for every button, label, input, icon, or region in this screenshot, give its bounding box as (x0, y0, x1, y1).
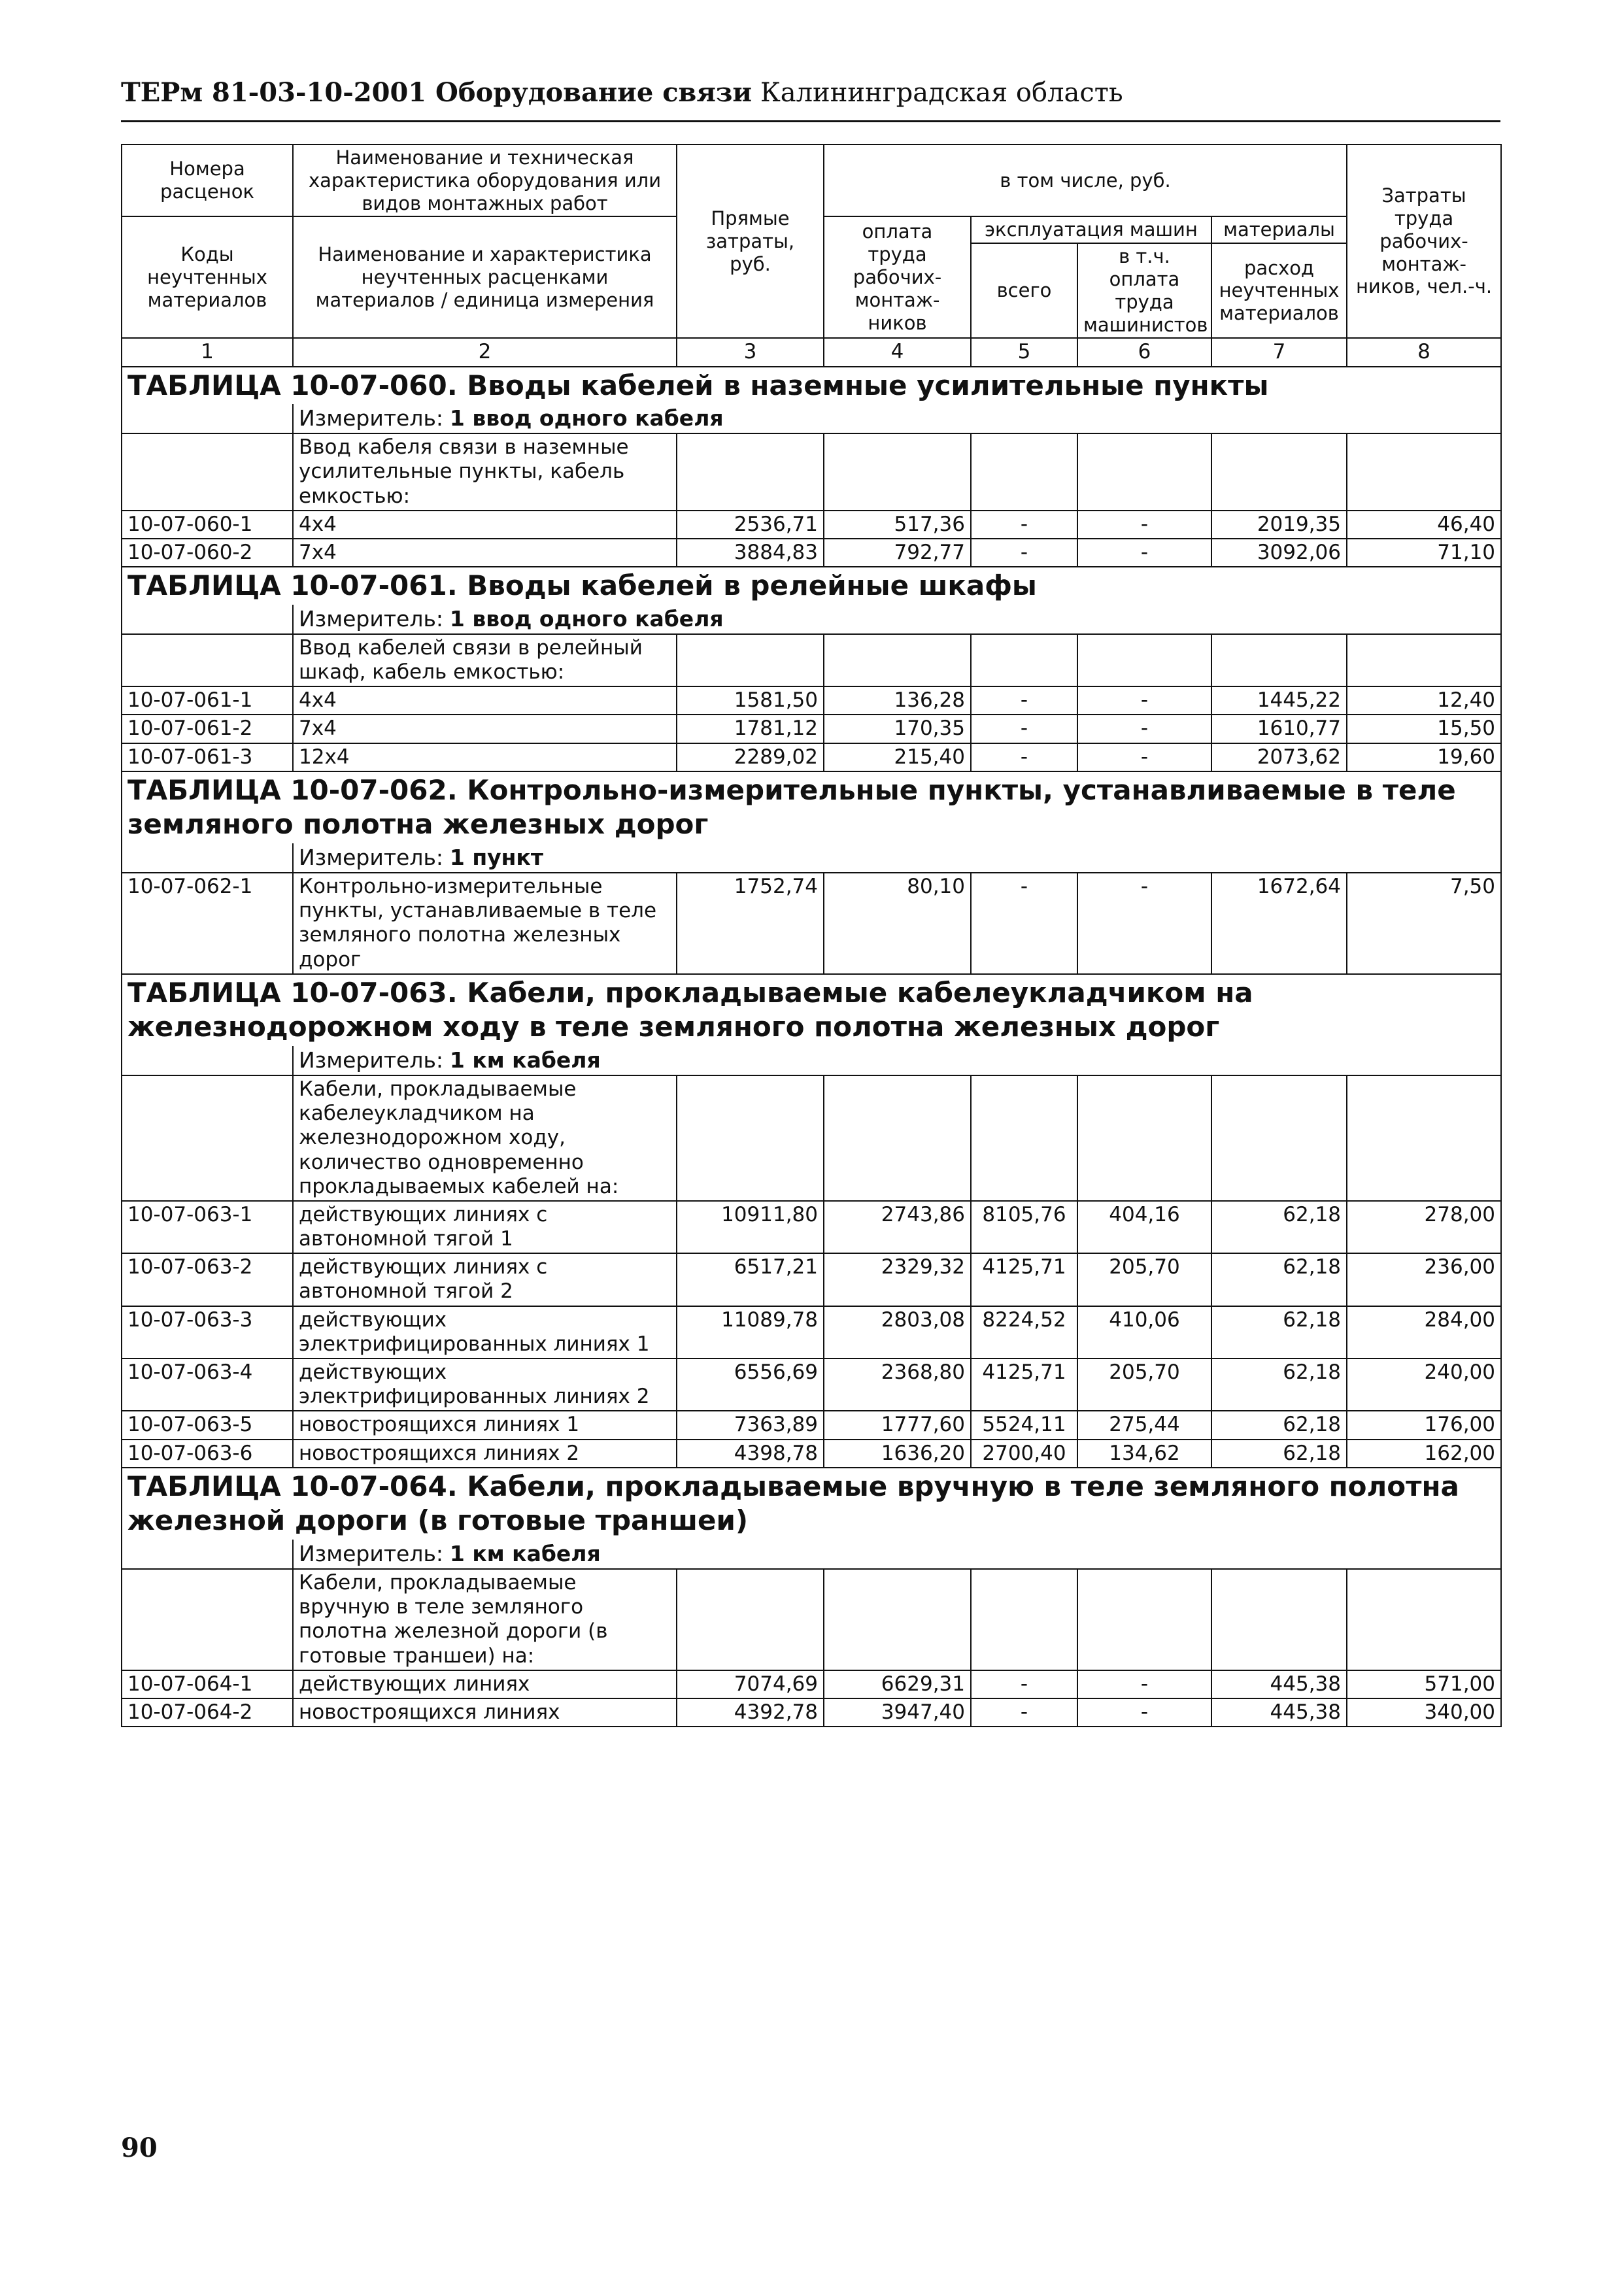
rate-code: 10-07-061-1 (122, 686, 293, 715)
work-description: 4x4 (293, 511, 677, 539)
header-machines-total: всего (971, 243, 1077, 338)
rates-table (121, 144, 1502, 1727)
unit-label: Измеритель: (299, 1047, 444, 1073)
work-description: новостроящихся линиях 1 (293, 1411, 677, 1439)
operator-pay: - (1077, 686, 1211, 715)
labor-hours: 176,00 (1347, 1411, 1501, 1439)
labor-hours: 12,40 (1347, 686, 1501, 715)
operator-pay: - (1077, 873, 1211, 974)
materials-cost: 1672,64 (1211, 873, 1347, 974)
table-row (122, 743, 1501, 771)
direct-costs: 6556,69 (677, 1358, 824, 1411)
machines-total: 8105,76 (971, 1201, 1077, 1253)
worker-pay: 80,10 (824, 873, 971, 974)
machines-total: 8224,52 (971, 1306, 1077, 1358)
header-materials: материалы (1211, 216, 1347, 243)
rate-code: 10-07-063-5 (122, 1411, 293, 1439)
direct-costs: 7363,89 (677, 1411, 824, 1439)
table-row (122, 539, 1501, 567)
header-worker-pay: оплата труда рабочих-монтаж-ников (824, 216, 971, 338)
work-description: 7x4 (293, 539, 677, 567)
group-description: Ввод кабеля связи в наземные усилительные пункты, кабель емкостью: (293, 433, 677, 511)
table-row (122, 511, 1501, 539)
rate-code: 10-07-061-2 (122, 715, 293, 743)
worker-pay: 1636,20 (824, 1440, 971, 1468)
labor-hours: 15,50 (1347, 715, 1501, 743)
header-rate-numbers: Номера расценок (122, 144, 293, 216)
section-table (122, 567, 1501, 771)
page-number: 90 (121, 2133, 158, 2163)
labor-hours: 240,00 (1347, 1358, 1501, 1411)
direct-costs: 4392,78 (677, 1698, 824, 1727)
header-material-names: Наименование и характеристика неучтенных расценками материалов / единица измерения (293, 216, 677, 338)
header-labor-hours: Затраты труда рабочих-монтаж-ников, чел.-ч. (1347, 144, 1501, 338)
rate-code: 10-07-063-1 (122, 1201, 293, 1253)
measurement-unit (293, 404, 1501, 433)
materials-cost: 62,18 (1211, 1253, 1347, 1306)
worker-pay: 2803,08 (824, 1306, 971, 1358)
unit-value: 1 ввод одного кабеля (449, 605, 724, 632)
worker-pay: 6629,31 (824, 1670, 971, 1698)
work-description: действующих электрифицированных линиях 2 (293, 1358, 677, 1411)
materials-cost: 62,18 (1211, 1358, 1347, 1411)
measurement-unit (293, 605, 1501, 634)
table-row (122, 715, 1501, 743)
rate-code: 10-07-060-2 (122, 539, 293, 567)
direct-costs: 2289,02 (677, 743, 824, 771)
unit-value: 1 км кабеля (449, 1540, 601, 1566)
operator-pay: 410,06 (1077, 1306, 1211, 1358)
operator-pay: 275,44 (1077, 1411, 1211, 1439)
region-name: Калининградская область (760, 78, 1123, 108)
worker-pay: 792,77 (824, 539, 971, 567)
group-description: Кабели, прокладываемые кабелеукладчиком на железнодорожном ходу, количество одновременно прокладываемых кабелей на: (293, 1075, 677, 1201)
operator-pay: - (1077, 511, 1211, 539)
worker-pay: 517,36 (824, 511, 971, 539)
machines-total: - (971, 1698, 1077, 1727)
section-table (122, 974, 1501, 1468)
table-row (122, 686, 1501, 715)
materials-cost: 62,18 (1211, 1306, 1347, 1358)
work-description: действующих линиях с автономной тягой 2 (293, 1253, 677, 1306)
table-title: ТАБЛИЦА 10-07-060. Вводы кабелей в наземные усилительные пункты (122, 367, 1501, 405)
direct-costs: 4398,78 (677, 1440, 824, 1468)
unit-label: Измеритель: (299, 605, 444, 632)
table-row (122, 1440, 1501, 1468)
labor-hours: 162,00 (1347, 1440, 1501, 1468)
worker-pay: 2329,32 (824, 1253, 971, 1306)
column-number: 2 (293, 338, 677, 366)
labor-hours: 236,00 (1347, 1253, 1501, 1306)
labor-hours: 278,00 (1347, 1201, 1501, 1253)
group-description: Ввод кабелей связи в релейный шкаф, кабель емкостью: (293, 634, 677, 686)
page-header (121, 77, 1500, 122)
direct-costs: 7074,69 (677, 1670, 824, 1698)
direct-costs: 3884,83 (677, 539, 824, 567)
work-description: 7x4 (293, 715, 677, 743)
materials-cost: 1445,22 (1211, 686, 1347, 715)
machines-total: 4125,71 (971, 1358, 1077, 1411)
machines-total: - (971, 511, 1077, 539)
labor-hours: 340,00 (1347, 1698, 1501, 1727)
worker-pay: 170,35 (824, 715, 971, 743)
table-title: ТАБЛИЦА 10-07-061. Вводы кабелей в релейные шкафы (122, 567, 1501, 605)
header-machine-operation: эксплуатация машин (971, 216, 1211, 243)
materials-cost: 445,38 (1211, 1670, 1347, 1698)
materials-cost: 445,38 (1211, 1698, 1347, 1727)
materials-cost: 62,18 (1211, 1440, 1347, 1468)
operator-pay: 134,62 (1077, 1440, 1211, 1468)
header-unaccounted-materials: расход неучтенных материалов (1211, 243, 1347, 338)
direct-costs: 1752,74 (677, 873, 824, 974)
worker-pay: 136,28 (824, 686, 971, 715)
unit-value: 1 ввод одного кабеля (449, 405, 724, 431)
machines-total: - (971, 539, 1077, 567)
machines-total: 2700,40 (971, 1440, 1077, 1468)
table-row (122, 873, 1501, 974)
unit-label: Измеритель: (299, 1540, 444, 1566)
header-material-codes: Коды неучтенных материалов (122, 216, 293, 338)
machines-total: - (971, 743, 1077, 771)
measurement-unit (293, 843, 1501, 873)
machines-total: - (971, 715, 1077, 743)
table-row (122, 1253, 1501, 1306)
work-description: 12x4 (293, 743, 677, 771)
operator-pay: - (1077, 539, 1211, 567)
unit-label: Измеритель: (299, 844, 444, 870)
worker-pay: 1777,60 (824, 1411, 971, 1439)
labor-hours: 284,00 (1347, 1306, 1501, 1358)
measurement-unit (293, 1540, 1501, 1569)
worker-pay: 3947,40 (824, 1698, 971, 1727)
group-description: Кабели, прокладываемые вручную в теле земляного полотна железной дороги (в готовые траншеи) на: (293, 1569, 677, 1670)
worker-pay: 2368,80 (824, 1358, 971, 1411)
document-code: ТЕРм 81-03-10-2001 Оборудование связи (121, 77, 753, 108)
materials-cost: 62,18 (1211, 1201, 1347, 1253)
rate-code: 10-07-063-3 (122, 1306, 293, 1358)
measurement-unit (293, 1046, 1501, 1075)
work-description: 4x4 (293, 686, 677, 715)
direct-costs: 11089,78 (677, 1306, 824, 1358)
column-number: 4 (824, 338, 971, 366)
machines-total: - (971, 1670, 1077, 1698)
direct-costs: 10911,80 (677, 1201, 824, 1253)
materials-cost: 62,18 (1211, 1411, 1347, 1439)
table-row (122, 1358, 1501, 1411)
labor-hours: 7,50 (1347, 873, 1501, 974)
worker-pay: 215,40 (824, 743, 971, 771)
header-direct-costs: Прямые затраты, руб. (677, 144, 824, 338)
rate-code: 10-07-060-1 (122, 511, 293, 539)
column-number: 6 (1077, 338, 1211, 366)
unit-value: 1 км кабеля (449, 1047, 601, 1073)
table-row (122, 1201, 1501, 1253)
table-row (122, 1306, 1501, 1358)
operator-pay: - (1077, 1698, 1211, 1727)
machines-total: - (971, 686, 1077, 715)
rate-code: 10-07-063-2 (122, 1253, 293, 1306)
column-number: 3 (677, 338, 824, 366)
rate-code: 10-07-061-3 (122, 743, 293, 771)
rate-code: 10-07-063-6 (122, 1440, 293, 1468)
section-table (122, 1468, 1501, 1727)
labor-hours: 571,00 (1347, 1670, 1501, 1698)
operator-pay: - (1077, 1670, 1211, 1698)
unit-label: Измеритель: (299, 405, 444, 431)
section-table (122, 367, 1501, 567)
rate-code: 10-07-063-4 (122, 1358, 293, 1411)
column-number: 8 (1347, 338, 1501, 366)
table-title: ТАБЛИЦА 10-07-064. Кабели, прокладываемые вручную в теле земляного полотна железной дороги (в готовые траншеи) (122, 1468, 1501, 1540)
operator-pay: - (1077, 743, 1211, 771)
table-row (122, 1411, 1501, 1439)
table-row (122, 1670, 1501, 1698)
materials-cost: 2073,62 (1211, 743, 1347, 771)
materials-cost: 3092,06 (1211, 539, 1347, 567)
machines-total: 5524,11 (971, 1411, 1077, 1439)
labor-hours: 19,60 (1347, 743, 1501, 771)
header-operator-pay: в т.ч. оплата труда машинистов (1077, 243, 1211, 338)
materials-cost: 1610,77 (1211, 715, 1347, 743)
work-description: действующих электрифицированных линиях 1 (293, 1306, 677, 1358)
work-description: новостроящихся линиях (293, 1698, 677, 1727)
machines-total: - (971, 873, 1077, 974)
column-number: 7 (1211, 338, 1347, 366)
table-title: ТАБЛИЦА 10-07-062. Контрольно-измерительные пункты, устанавливаемые в теле земляного полотна железных дорог (122, 771, 1501, 843)
direct-costs: 2536,71 (677, 511, 824, 539)
operator-pay: 404,16 (1077, 1201, 1211, 1253)
header-work-name: Наименование и техническая характеристика оборудования или видов монтажных работ (293, 144, 677, 216)
materials-cost: 2019,35 (1211, 511, 1347, 539)
table-row (122, 1698, 1501, 1727)
worker-pay: 2743,86 (824, 1201, 971, 1253)
header-including: в том числе, руб. (824, 144, 1347, 216)
operator-pay: - (1077, 715, 1211, 743)
unit-value: 1 пункт (449, 844, 543, 870)
column-number: 5 (971, 338, 1077, 366)
machines-total: 4125,71 (971, 1253, 1077, 1306)
rate-code: 10-07-062-1 (122, 873, 293, 974)
operator-pay: 205,70 (1077, 1253, 1211, 1306)
operator-pay: 205,70 (1077, 1358, 1211, 1411)
direct-costs: 1781,12 (677, 715, 824, 743)
work-description: Контрольно-измерительные пункты, устанавливаемые в теле земляного полотна железных дорог (293, 873, 677, 974)
work-description: действующих линиях (293, 1670, 677, 1698)
table-title: ТАБЛИЦА 10-07-063. Кабели, прокладываемые кабелеукладчиком на железнодорожном ходу в теле земляного полотна железных дорог (122, 974, 1501, 1046)
direct-costs: 6517,21 (677, 1253, 824, 1306)
labor-hours: 71,10 (1347, 539, 1501, 567)
rate-code: 10-07-064-1 (122, 1670, 293, 1698)
rate-code: 10-07-064-2 (122, 1698, 293, 1727)
labor-hours: 46,40 (1347, 511, 1501, 539)
work-description: действующих линиях с автономной тягой 1 (293, 1201, 677, 1253)
section-table (122, 771, 1501, 974)
column-number: 1 (122, 338, 293, 366)
direct-costs: 1581,50 (677, 686, 824, 715)
work-description: новостроящихся линиях 2 (293, 1440, 677, 1468)
